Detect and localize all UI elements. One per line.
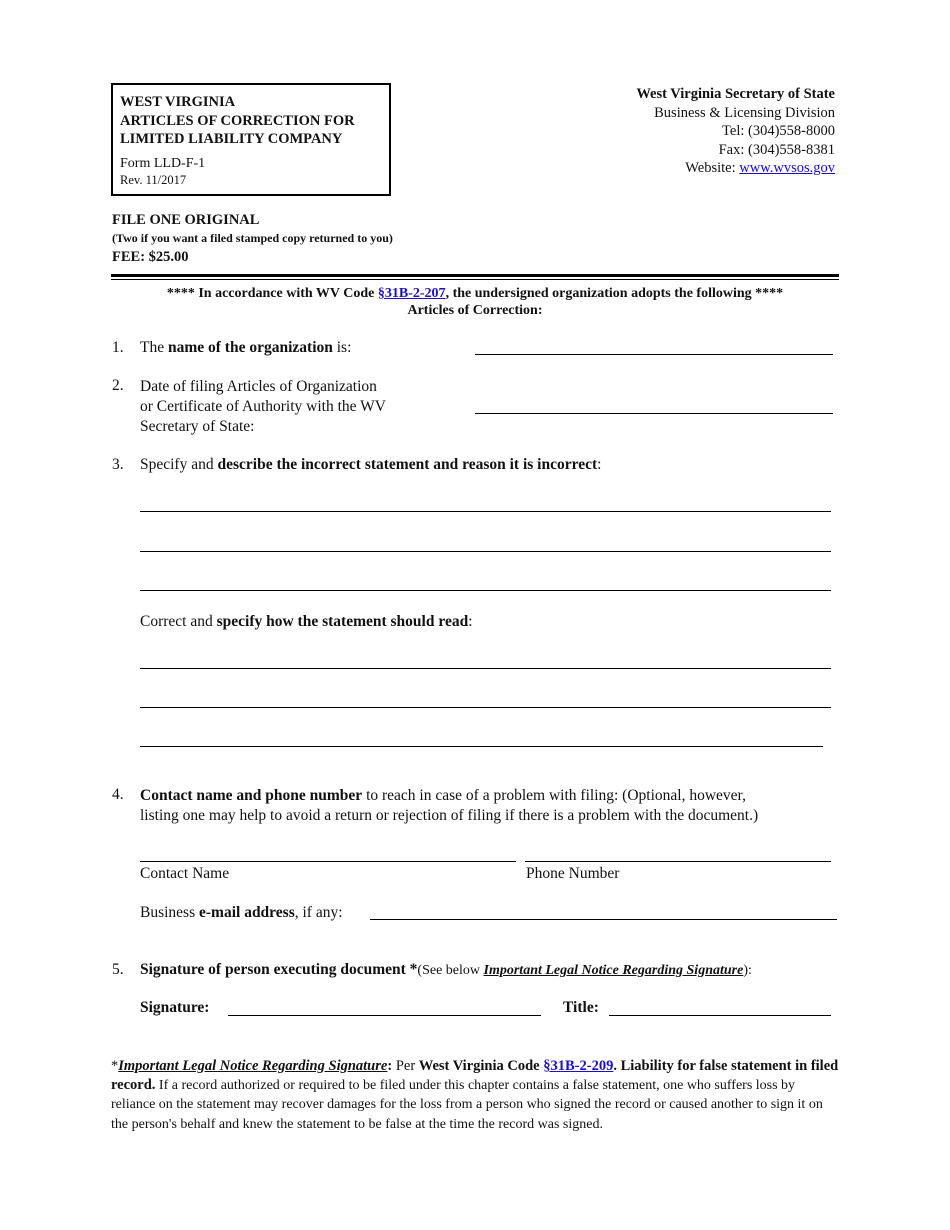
correction-pre: Correct and [140, 613, 217, 630]
email-field[interactable] [370, 919, 837, 920]
notice-heading: . Liability for false statement in filed record. [111, 1058, 839, 1093]
title-line-1: WEST VIRGINIA [120, 94, 236, 110]
item-3-pre: Specify and [140, 456, 218, 473]
email-label [140, 904, 343, 922]
form-number: Form LLD-F-1 [120, 155, 206, 171]
item-2-line-1: Date of filing Articles of Organization [140, 378, 377, 395]
item-4-line-2: listing one may help to avoid a return or rejection of filing if there is a problem with the document.) [140, 807, 759, 824]
item-2-label [140, 377, 386, 437]
notice-per: Per [392, 1058, 419, 1074]
sos-name: West Virginia Secretary of State [636, 86, 835, 102]
item-2-line-2: or Certificate of Authority with the WV [140, 398, 386, 415]
item-5-label [140, 961, 752, 979]
intro-statement [111, 285, 839, 319]
sos-fax: Fax: (304)558-8381 [718, 141, 835, 158]
title-label: Title: [563, 999, 599, 1016]
divider-thin [111, 279, 839, 280]
item-4-rest: to reach in case of a problem with filing: (Optional, however, [362, 787, 746, 804]
correct-statement-line-2[interactable] [140, 707, 831, 708]
incorrect-statement-line-2[interactable] [140, 551, 831, 552]
notice-colon: : [387, 1058, 393, 1074]
item-3-label [140, 456, 601, 474]
item-1-number: 1. [112, 339, 124, 356]
intro-pre: **** In accordance with WV Code [166, 286, 378, 301]
item-4-label [140, 786, 840, 826]
item-2-line-3: Secretary of State: [140, 418, 255, 435]
correction-bold: specify how the statement should read [216, 613, 469, 630]
form-title-box [111, 83, 391, 196]
item-3-number: 3. [112, 456, 124, 473]
contact-name-field[interactable] [140, 861, 516, 862]
intro-line-2: Articles of Correction: [407, 303, 543, 318]
form-revision: Rev. 11/2017 [120, 172, 187, 187]
item-1-pre: The [140, 339, 168, 356]
contact-name-label: Contact Name [140, 865, 230, 882]
file-copy-note: (Two if you want a filed stamped copy returned to you) [112, 231, 393, 245]
legal-notice-reference: Important Legal Notice Regarding Signature [483, 963, 744, 978]
item-4-number: 4. [112, 786, 124, 803]
email-pre: Business [140, 904, 199, 921]
item-4-bold: Contact name and phone number [140, 787, 363, 804]
notice-wv-code: West Virginia Code [418, 1058, 544, 1074]
incorrect-statement-line-1[interactable] [140, 511, 831, 512]
phone-number-label: Phone Number [526, 865, 620, 882]
sos-tel: Tel: (304)558-8000 [722, 123, 835, 139]
item-2-number: 2. [112, 377, 124, 394]
item-5-pre: (See below [417, 963, 484, 978]
notice-body: If a record authorized or required to be filed under this chapter contains a false statement, one who suffers loss by reliance on the statement may recover damages for the loss from a person who signed the record or caused another to sign it on the person's behalf and knew the statement to be false at the time the record was signed. [111, 1077, 823, 1132]
correction-post: : [468, 613, 473, 630]
intro-post: , the undersigned organization adopts the following **** [445, 286, 784, 301]
sos-contact-block [636, 85, 835, 178]
item-4-line-1 [140, 786, 840, 806]
item-3-post: : [597, 456, 602, 473]
title-field[interactable] [609, 1015, 831, 1016]
signature-label: Signature: [140, 999, 210, 1016]
sos-division: Business & Licensing Division [654, 104, 835, 121]
email-post: , if any: [294, 904, 343, 921]
website-label: Website: [685, 160, 740, 176]
notice-star: * [111, 1058, 119, 1074]
title-line-3: LIMITED LIABILITY COMPANY [120, 131, 343, 147]
file-one-original: FILE ONE ORIGINAL [112, 212, 260, 228]
item-1-label [140, 339, 351, 357]
legal-notice [111, 1057, 841, 1134]
title-line-2: ARTICLES OF CORRECTION FOR [120, 112, 355, 129]
wv-code-link-207[interactable]: §31B-2-207 [377, 286, 446, 301]
correct-statement-line-1[interactable] [140, 668, 831, 669]
sos-website [636, 159, 835, 178]
item-3-bold: describe the incorrect statement and reason it is incorrect [217, 456, 598, 473]
signature-field[interactable] [228, 1015, 541, 1016]
phone-number-field[interactable] [525, 861, 831, 862]
divider-thick [111, 274, 839, 277]
filing-fee: FEE: $25.00 [112, 249, 189, 265]
item-5-number: 5. [112, 961, 124, 978]
item-1-bold: name of the organization [167, 339, 333, 356]
wv-code-link-209[interactable]: §31B-2-209 [543, 1058, 614, 1074]
item-1-post: is: [332, 339, 352, 356]
website-link[interactable]: www.wvsos.gov [739, 160, 835, 176]
correct-statement-line-3[interactable] [140, 746, 823, 747]
notice-title: Important Legal Notice Regarding Signature [118, 1058, 388, 1074]
item-5-bold: Signature of person executing document * [140, 961, 418, 978]
item-5-post: ): [743, 963, 752, 978]
filing-date-field[interactable] [475, 413, 833, 414]
correction-label [140, 613, 473, 631]
organization-name-field[interactable] [475, 354, 833, 355]
email-bold: e-mail address [199, 904, 295, 921]
incorrect-statement-line-3[interactable] [140, 590, 831, 591]
